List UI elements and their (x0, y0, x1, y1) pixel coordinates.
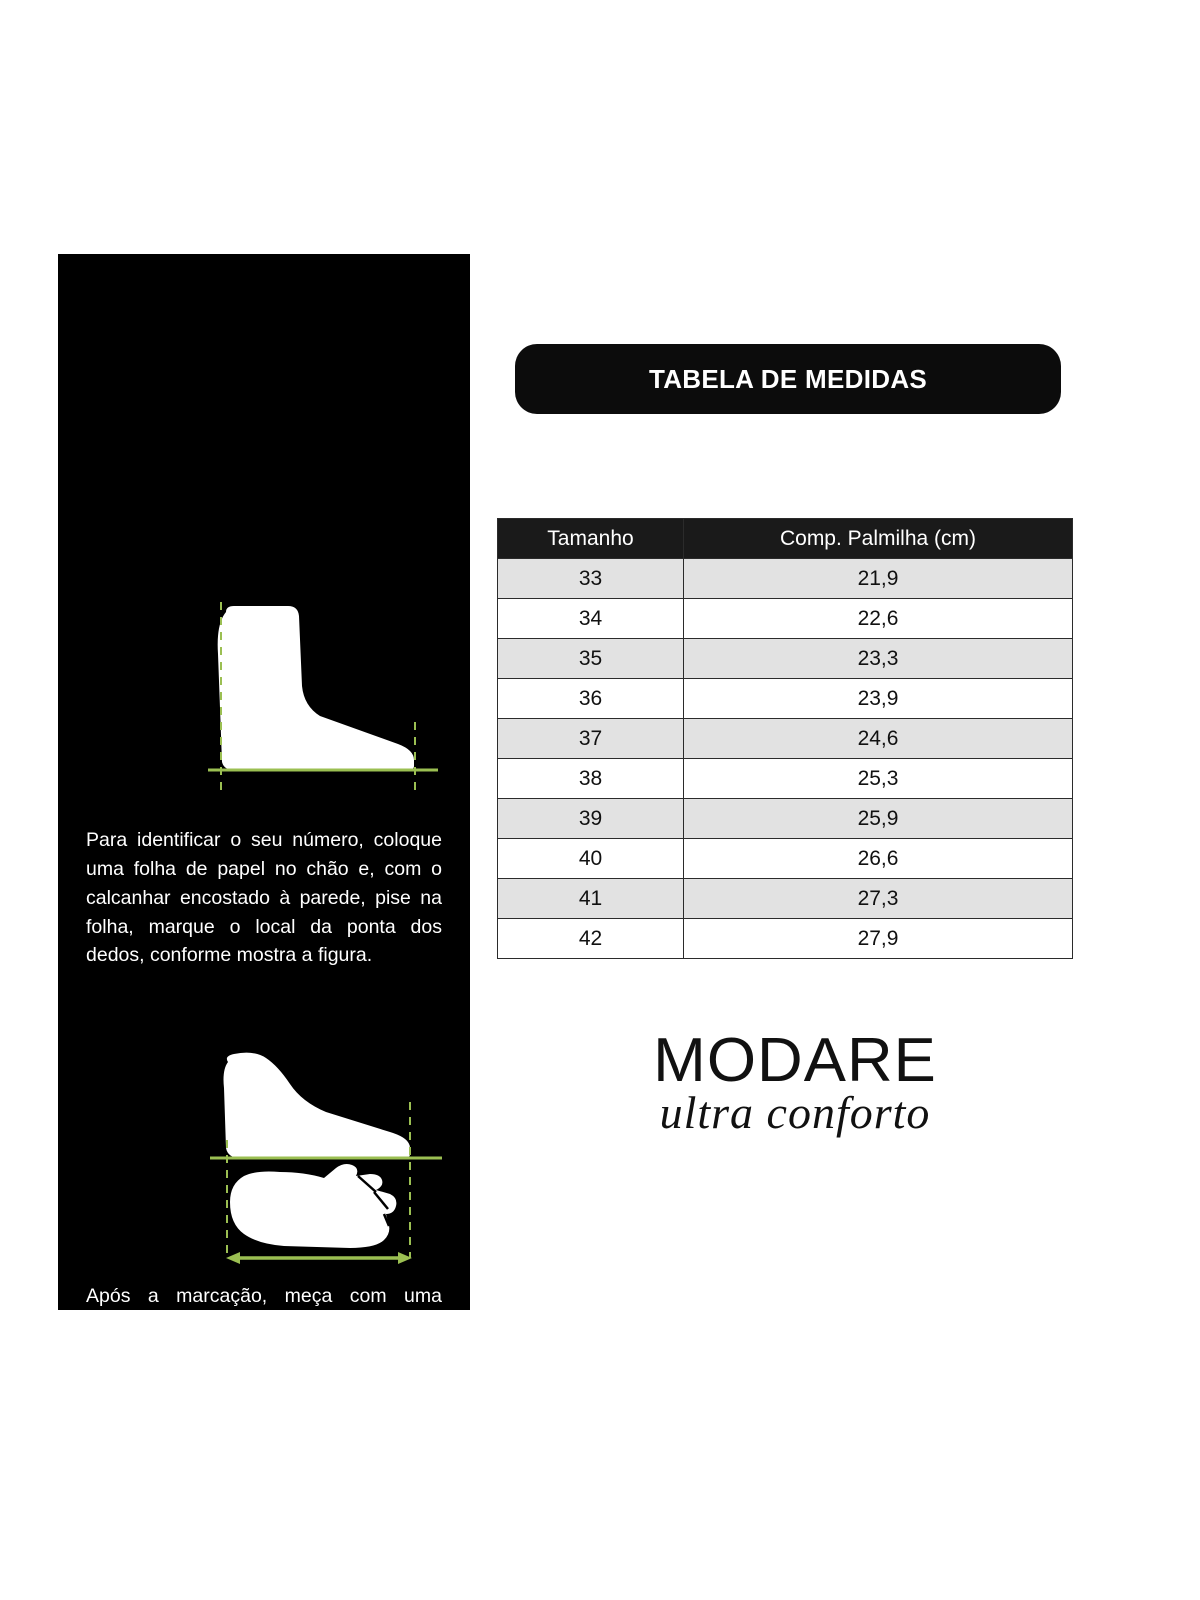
cell-insole: 23,9 (684, 679, 1073, 719)
foot-side-shape (224, 1053, 411, 1158)
cell-size: 35 (498, 639, 684, 679)
table-row (498, 839, 1073, 879)
table-header-row (498, 519, 1073, 559)
cell-size: 39 (498, 799, 684, 839)
cell-size: 40 (498, 839, 684, 879)
top-foot-svg (58, 1044, 470, 1269)
page-title: TABELA DE MEDIDAS (648, 363, 928, 394)
side-foot-diagram (58, 594, 470, 814)
cell-size: 34 (498, 599, 684, 639)
brand-logo (560, 1026, 1030, 1180)
arrow-head-left (226, 1252, 240, 1264)
size-table (497, 518, 1073, 959)
cell-size: 36 (498, 679, 684, 719)
table-row (498, 919, 1073, 959)
table-row (498, 679, 1073, 719)
cell-insole: 26,6 (684, 839, 1073, 879)
top-foot-diagram (58, 1044, 470, 1269)
table-body (498, 559, 1073, 959)
cell-insole: 24,6 (684, 719, 1073, 759)
cell-insole: 27,9 (684, 919, 1073, 959)
cell-size: 38 (498, 759, 684, 799)
foot-shape (218, 606, 414, 770)
brand-name: MODARE (653, 1026, 937, 1095)
cell-insole: 27,3 (684, 879, 1073, 919)
cell-size: 41 (498, 879, 684, 919)
column-header-insole: Comp. Palmilha (cm) (684, 519, 1073, 559)
table-row (498, 879, 1073, 919)
cell-insole: 22,6 (684, 599, 1073, 639)
side-foot-svg (58, 594, 470, 814)
cell-insole: 23,3 (684, 639, 1073, 679)
brand-tagline: ultra conforto (659, 1087, 931, 1138)
cell-insole: 25,9 (684, 799, 1073, 839)
table-row (498, 599, 1073, 639)
cell-insole: 21,9 (684, 559, 1073, 599)
cell-size: 33 (498, 559, 684, 599)
table-row (498, 559, 1073, 599)
instruction-text-1: Para identificar o seu número, coloque uma folha de papel no chão e, com o calcanhar encostado à parede, pise na folha, marque o local da ponta dos dedos, conforme mostra a figura. (86, 829, 442, 967)
instructions-panel (58, 254, 470, 1423)
cell-insole: 25,3 (684, 759, 1073, 799)
cell-size: 37 (498, 719, 684, 759)
footprint-shape (230, 1164, 396, 1248)
table-row (498, 639, 1073, 679)
cell-size: 42 (498, 919, 684, 959)
table-row (498, 799, 1073, 839)
table-row (498, 719, 1073, 759)
table-title-banner (515, 344, 1061, 414)
instruction-text-2: Após a marcação, meça com uma régua, obtendo em centímetros o tamanho do seu pé. Para um tênis de corrida, recomenda-se uma folga de 1cm para evitar lesão na ponta dos dedos. (86, 1285, 442, 1423)
column-header-size: Tamanho (498, 519, 684, 559)
table-row (498, 759, 1073, 799)
